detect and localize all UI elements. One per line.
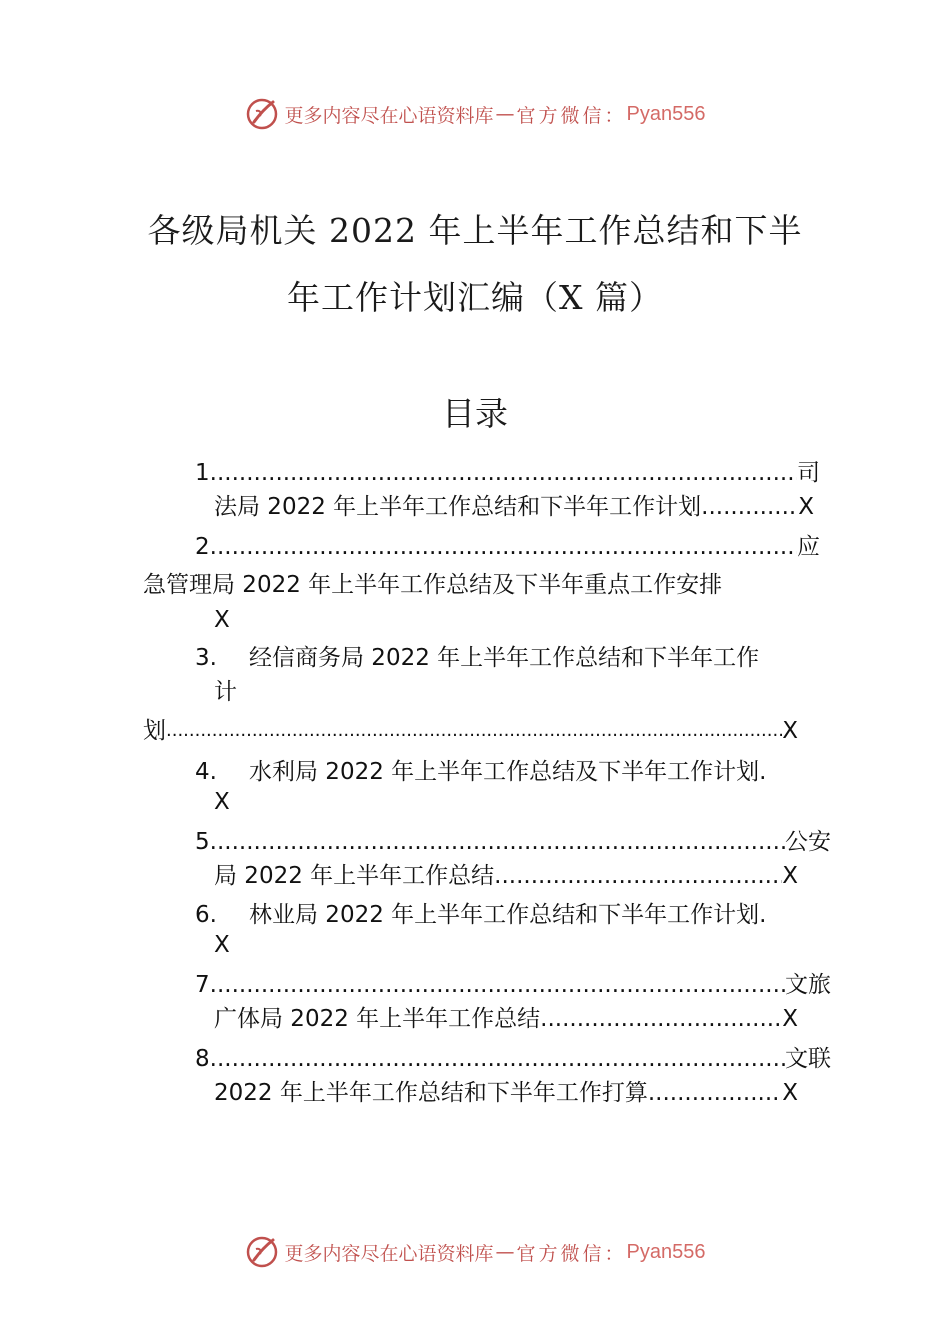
- document-title-line-2: 年工作计划汇编（X 篇）: [287, 278, 663, 317]
- toc-page-number: X: [214, 607, 230, 633]
- toc-item-text: 局 2022 年上半年工作总结: [214, 863, 495, 889]
- toc-page-number: X: [782, 863, 798, 889]
- toc-item-8[interactable]: [195, 1044, 831, 1074]
- toc-item-5[interactable]: [195, 827, 831, 857]
- toc-item-number: 7: [195, 972, 210, 998]
- toc-item-text: 经信商务局 2022 年上半年工作总结和下半年工作: [249, 645, 760, 671]
- toc-item-1-line-2[interactable]: [214, 492, 814, 522]
- toc-item-number: 2: [195, 534, 210, 560]
- toc-item-text: 林业局 2022 年上半年工作总结和下半年工作计划.: [249, 902, 767, 928]
- toc-item-text: 水利局 2022 年上半年工作总结及下半年工作计划.: [249, 759, 767, 785]
- toc-item-2-page: [214, 605, 230, 635]
- toc-item-text: 应: [797, 534, 820, 560]
- banner-text: 更多内容尽在心语资料库: [284, 104, 494, 127]
- toc-item-5-line-2[interactable]: [214, 861, 798, 891]
- toc-page-number: X: [782, 1080, 798, 1106]
- toc-item-number: 3.: [195, 645, 217, 671]
- toc-item-number: 4.: [195, 759, 217, 785]
- toc-item-text: 急管理局 2022 年上半年工作总结及下半年重点工作安排: [143, 572, 723, 598]
- toc-item-4[interactable]: [195, 757, 766, 787]
- banner-wechat-label: 官方微信：: [516, 104, 627, 127]
- toc-leader-dots: [701, 492, 798, 522]
- toc-item-2[interactable]: [195, 532, 820, 562]
- toc-item-3-line-3[interactable]: [143, 716, 798, 746]
- banner-text: 更多内容尽在心语资料库: [284, 1242, 494, 1265]
- toc-item-8-line-2[interactable]: [214, 1078, 798, 1108]
- toc-leader-dots: [210, 458, 797, 488]
- toc-item-7[interactable]: [195, 970, 831, 1000]
- toc-item-text: 文旅: [785, 972, 831, 998]
- toc-item-number: 8: [195, 1046, 210, 1072]
- banner-separator: —: [495, 1241, 515, 1263]
- toc-leader-dots: [210, 532, 797, 562]
- toc-item-number: 1: [195, 460, 210, 486]
- toc-item-4-page: [214, 787, 230, 817]
- toc-page-number: X: [798, 494, 814, 520]
- toc-leader-dots: [210, 1044, 785, 1074]
- toc-leader-dots: [648, 1078, 782, 1108]
- toc-item-number: 6.: [195, 902, 217, 928]
- toc-page-number: X: [214, 789, 230, 815]
- toc-item-7-line-2[interactable]: [214, 1004, 798, 1034]
- banner-wechat-id: Pyan556: [626, 1240, 706, 1263]
- banner-separator: —: [495, 103, 515, 125]
- toc-item-text: 计: [214, 679, 237, 705]
- toc-item-6-page: [214, 930, 230, 960]
- toc-leader-dots: [540, 1004, 782, 1034]
- toc-item-text: 公安: [785, 829, 831, 855]
- toc-item-text: 法局 2022 年上半年工作总结和下半年工作计划: [214, 494, 702, 520]
- toc-item-text: 司: [797, 460, 820, 486]
- toc-leader-dots: [166, 716, 782, 746]
- toc-leader-dots: [210, 827, 785, 857]
- toc-item-number: 5: [195, 829, 210, 855]
- toc-page-number: X: [214, 932, 230, 958]
- toc-heading: 目录: [442, 394, 508, 433]
- toc-item-3-line-2: [214, 677, 237, 707]
- toc-page-number: X: [782, 718, 798, 744]
- toc-leader-dots: [210, 970, 785, 1000]
- brush-logo-icon: [245, 97, 279, 131]
- toc-item-1[interactable]: [195, 458, 820, 488]
- toc-item-text: 划: [143, 718, 166, 744]
- document-title-line-1: 各级局机关 2022 年上半年工作总结和下半: [147, 211, 803, 250]
- toc-item-text: 广体局 2022 年上半年工作总结: [214, 1006, 541, 1032]
- toc-item-text: 文联: [785, 1046, 831, 1072]
- toc-item-2-line-2[interactable]: [143, 570, 722, 600]
- banner-wechat-label: 官方微信：: [516, 1242, 627, 1265]
- toc-item-text: 2022 年上半年工作总结和下半年工作打算: [214, 1080, 648, 1106]
- footer-watermark: [0, 1232, 950, 1272]
- toc-item-6[interactable]: [195, 900, 766, 930]
- header-watermark: [0, 94, 950, 134]
- banner-wechat-id: Pyan556: [626, 102, 706, 125]
- toc-page-number: X: [782, 1006, 798, 1032]
- toc-leader-dots: [494, 861, 782, 891]
- brush-logo-icon: [245, 1235, 279, 1269]
- toc-item-3[interactable]: [195, 643, 759, 673]
